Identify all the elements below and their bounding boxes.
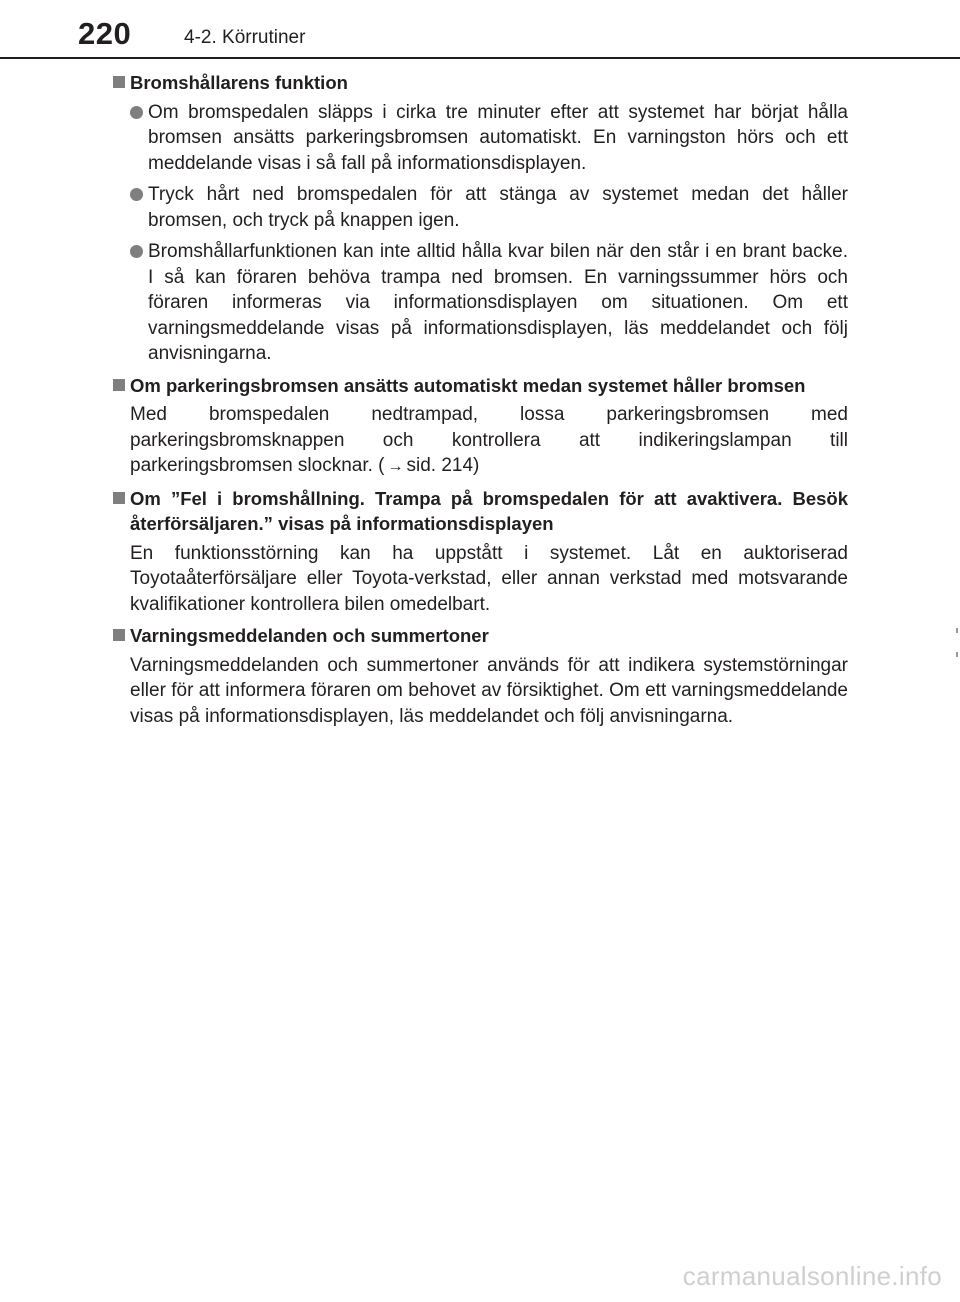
section-heading-text: Om parkeringsbromsen ansätts automatiskt medan systemet håller bromsen	[130, 374, 806, 396]
section-parking-brake-auto	[112, 373, 848, 480]
circle-bullet-icon	[130, 106, 143, 119]
bullet-list	[130, 100, 848, 367]
section-heading-text: Bromshållarens funktion	[130, 72, 348, 93]
header-rule	[0, 57, 960, 59]
square-bullet-icon	[113, 492, 125, 504]
square-bullet-icon	[113, 629, 125, 641]
square-bullet-icon	[113, 379, 125, 391]
square-bullet-icon	[113, 76, 125, 88]
bullet-text: Om bromspedalen släpps i cirka tre minuter efter att systemet har börjat hålla bromsen ansätts parkeringsbromsen automatiskt. En varningston hörs och ett meddelande visas i så fall på informationsdisplayen.	[148, 101, 848, 174]
section-heading-text: Om ”Fel i bromshållning. Trampa på bromspedalen för att avaktivera. Besök återförsäljaren.” visas på informationsdisplayen	[130, 487, 848, 534]
bullet-item	[130, 182, 848, 233]
section-brake-hold-error	[112, 486, 848, 618]
watermark: carmanualsonline.info	[682, 1261, 942, 1291]
section-warning-messages	[112, 623, 848, 729]
paragraph-text: Varningsmeddelanden och summertoner används för att indikera systemstörningar eller för att informera föraren om behovet av försiktighet. Om ett varningsmeddelande visas på informationsdisplayen, läs meddelandet och följ anvisningarna.	[130, 654, 848, 727]
page-header	[0, 0, 960, 60]
paragraph-text: Med bromspedalen nedtrampad, lossa parkeringsbromsen med parkeringsbromsknappen och kontrollera att indikeringslampan till parkeringsbromsen slocknar. (	[130, 404, 848, 476]
section-heading	[112, 70, 848, 96]
section-paragraph	[130, 541, 848, 618]
section-paragraph	[130, 653, 848, 730]
arrow-right-icon: →	[387, 458, 404, 475]
section-heading	[112, 486, 848, 537]
bullet-text: Tryck hårt ned bromspedalen för att stänga av systemet medan det håller bromsen, och tryck på knappen igen.	[148, 184, 848, 231]
bullet-item	[130, 239, 848, 367]
page-content	[112, 70, 848, 735]
bullet-text: Bromshållarfunktionen kan inte alltid hålla kvar bilen när den står i en brant backe. I så kan föraren behöva trampa ned bromsen. En varningssummer hörs och föraren informeras via informationsdisplayen om situationen. Om ett varningsmeddelande visas på informationsdisplayen, läs meddelandet och följ anvisningarna.	[148, 241, 848, 364]
circle-bullet-icon	[130, 245, 143, 258]
section-heading-text: Varningsmeddelanden och summertoner	[130, 625, 489, 646]
page-reference[interactable]: sid. 214)	[406, 455, 480, 476]
section-title: 4-2. Körrutiner	[184, 27, 306, 48]
edge-mark	[956, 628, 958, 633]
section-heading	[112, 373, 848, 399]
section-heading	[112, 623, 848, 649]
section-brake-hold-function	[112, 70, 848, 367]
edge-mark	[956, 652, 958, 657]
bullet-item	[130, 100, 848, 177]
paragraph-text: En funktionsstörning kan ha uppstått i systemet. Låt en auktoriserad Toyotaåterförsäljare eller Toyota-verkstad, eller annan verkstad med motsvarande kvalifikationer kontrollera bilen omedelbart.	[130, 542, 848, 615]
page-number: 220	[78, 16, 132, 51]
section-paragraph	[130, 402, 848, 480]
circle-bullet-icon	[130, 188, 143, 201]
